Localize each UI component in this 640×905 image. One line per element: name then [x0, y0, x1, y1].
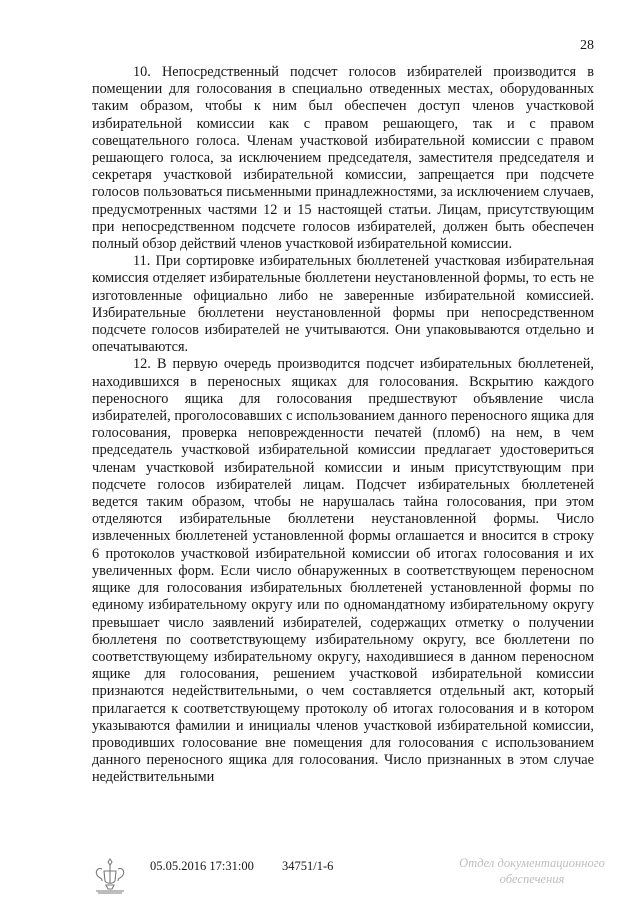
coat-of-arms-icon [88, 853, 132, 897]
page-footer [0, 845, 640, 905]
paragraph-12: 12. В первую очередь производится подсчет избирательных бюллетеней, находившихся в переносных ящиках для голосования. Вскрытию каждого переносного ящика для голосования предшествуют объявление числа избирателей, проголосовавших с использованием данного переносного ящика для голосования, проверка неповрежденности печатей (пломб) на нем, в чем председатель участковой избирательной комиссии предлагает удостовериться членам участковой избирательной комиссии и иным присутствующим при подсчете голосов избирателей лицам. Подсчет избирательных бюллетеней ведется таким образом, чтобы не нарушалась тайна голосования, при этом отделяются избирательные бюллетени неустановленной формы. Число извлеченных бюллетеней установленной формы оглашается и вносится в строку 6 протоколов участковой избирательной комиссии об итогах голосования и их увеличенных форм. Если число обнаруженных в соответствующем переносном ящике для голосования избирательных бюллетеней установленной формы по единому избирательному округу или по одномандатному избирательному округу превышает число заявлений избирателей, содержащих отметку о получении бюллетеня по соответствующему избирательному округу, все бюллетени по соответствующему избирательному округу, находившиеся в данном переносном ящике для голосования, решением участковой избирательной комиссии признаются недействительными, о чем составляется отдельный акт, который прилагается к соответствующему протоколу об итогах голосования и в котором указываются фамилии и инициалы членов участковой избирательной комиссии, проводивших голосование вне помещения для голосования с использованием данного переносного ящика для голосования. Число признанных в этом случае недействительными [92, 356, 594, 786]
document-body [92, 64, 594, 787]
footer-datetime: 05.05.2016 17:31:00 [150, 859, 254, 873]
page-number: 28 [580, 38, 594, 53]
department-stamp [452, 855, 612, 887]
footer-document-id: 34751/1-6 [282, 859, 334, 873]
stamp-line-1: Отдел документационного [459, 856, 605, 870]
paragraph-11: 11. При сортировке избирательных бюллетеней участковая избирательная комиссия отделяет избирательные бюллетени неустановленной формы, то есть не изготовленные официально либо не заверенные избирательной комиссией. Избирательные бюллетени неустановленной формы при непосредственном подсчете голосов избирателей не учитываются. Они упаковываются отдельно и опечатываются. [92, 253, 594, 356]
stamp-line-2: обеспечения [499, 872, 565, 886]
paragraph-10: 10. Непосредственный подсчет голосов избирателей производится в помещении для голосования в специально отведенных местах, оборудованных таким образом, чтобы к ним был обеспечен доступ членов участковой избирательной комиссии как с правом решающего, так и с правом совещательного голоса. Членам участковой избирательной комиссии с правом решающего голоса, за исключением председателя, заместителя председателя и секретаря участковой избирательной комиссии, запрещается при подсчете голосов пользоваться письменными принадлежностями, за исключением случаев, предусмотренных частями 12 и 15 настоящей статьи. Лицам, присутствующим при непосредственном подсчете голосов избирателей, должен быть обеспечен полный обзор действий членов участковой избирательной комиссии. [92, 64, 594, 253]
